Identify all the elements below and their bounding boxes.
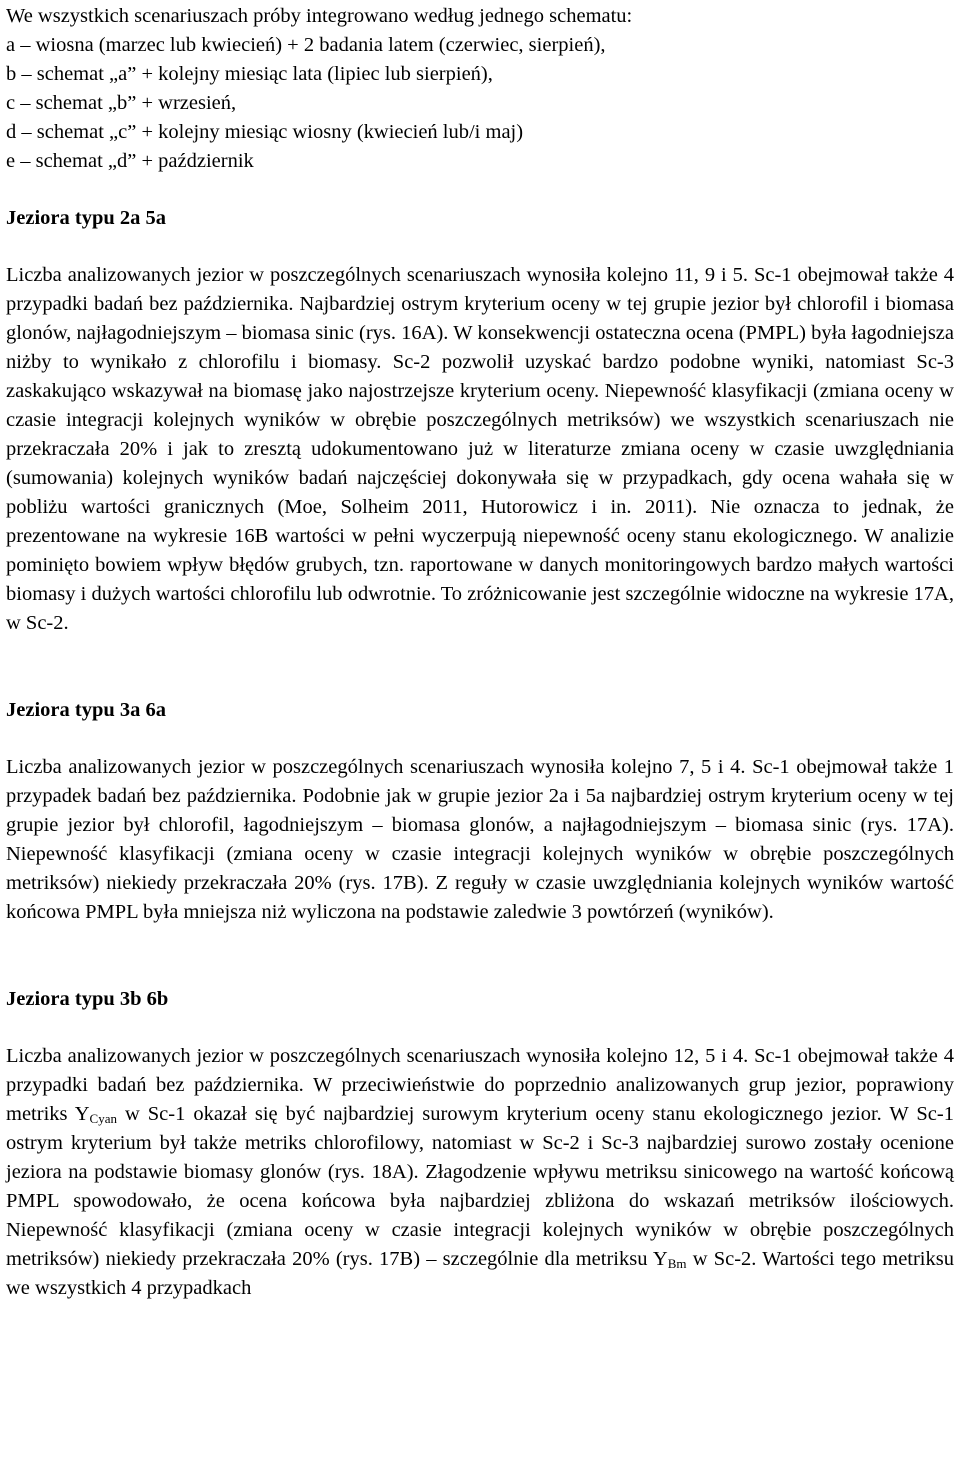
subscript-bm: Bm [667,1256,687,1271]
scheme-b: b – schemat „a” + kolejny miesiąc lata (lipiec lub sierpień), [6,63,493,85]
intro-block [6,2,954,176]
scheme-e: e – schemat „d” + październik [6,150,254,172]
scheme-c: c – schemat „b” + wrzesień, [6,92,237,114]
scheme-a: a – wiosna (marzec lub kwiecień) + 2 badania latem (czerwiec, sierpień), [6,34,606,56]
paragraph-part-2: w Sc-1 okazał się być najbardziej surowym kryterium oceny stanu ekologicznego jezior. W Sc-1 ostrym kryterium był także metriks chlorofilowy, natomiast w Sc-2 i Sc-3 najbardziej surowo zostały ocenione jeziora na podstawie biomasy glonów (rys. 18A). Złagodzenie wpływu metriksu sinicowego na wartość końcową PMPL spowodowało, że ocena końcowa była najbardziej zbliżona do wskazań metriksów ilościowych. Niepewność klasyfikacji (zmiana oceny w czasie integracji kolejnych wyników w obrębie poszczególnych metriksów) niekiedy przekraczała 20% (rys. 17B) – szczególnie dla metriksu Y [6,1103,954,1270]
paragraph-part-1: Liczba analizowanych jezior w poszczególnych scenariuszach wynosiła kolejno 12, 5 i 4. Sc-1 obejmował także 4 przypadki badań bez października. W przeciwieństwie do poprzednio analizowanych grup jezior, poprawiony metriks Y [6,1045,954,1125]
scheme-d: d – schemat „c” + kolejny miesiąc wiosny (kwiecień lub/i maj) [6,121,524,143]
paragraph-part-3: w Sc-2. Wartości tego metriksu we wszystkich 4 przypadkach [6,1248,954,1299]
section-paragraph-3b-6b [6,1042,954,1303]
section-heading-2a-5a: Jeziora typu 2a 5a [6,207,166,229]
intro-lead: We wszystkich scenariuszach próby integrowano według jednego schematu: [6,5,633,27]
section-paragraph-2a-5a: Liczba analizowanych jezior w poszczególnych scenariuszach wynosiła kolejno 11, 9 i 5. Sc-1 obejmował także 4 przypadki badań bez października. Najbardziej ostrym kryterium oceny w tej grupie jezior był chlorofil i biomasa glonów, najłagodniejszym – biomasa sinic (rys. 16A). W konsekwencji ostateczna ocena (PMPL) była łagodniejsza niżby to wynikało z chlorofilu i biomasy. Sc-2 pozwolił uzyskać bardzo podobne wyniki, natomiast Sc-3 zaskakująco wskazywał na biomasę jako najostrzejsze kryterium oceny. Niepewność klasyfikacji (zmiana oceny w czasie integracji kolejnych wyników w obrębie poszczególnych metriksów) we wszystkich scenariuszach nie przekraczała 20% i jak to zresztą udokumentowano już w literaturze zmiana oceny w czasie uwzględniania (sumowania) kolejnych wyników badań najczęściej dokonywała się w przypadkach, gdy ocena wahała się w pobliżu wartości granicznych (Moe, Solheim 2011, Hutorowicz i in. 2011). Nie oznacza to jednak, że prezentowane na wykresie 16B wartości w pełni wyczerpują niepewność oceny stanu ekologicznego. W analizie pominięto bowiem wpływ błędów grubych, tzn. raportowane w danych monitoringowych bardzo małych wartości biomasy i dużych wartości chlorofilu lub odwrotnie. To zróżnicowanie jest szczególnie widoczne na wykresie 17A, w Sc-2. [6,264,954,634]
subscript-cyan: Cyan [89,1111,117,1126]
section-heading-3a-6a: Jeziora typu 3a 6a [6,699,166,721]
section-heading-3b-6b: Jeziora typu 3b 6b [6,988,169,1010]
document-page [0,2,960,1303]
section-paragraph-3a-6a: Liczba analizowanych jezior w poszczególnych scenariuszach wynosiła kolejno 7, 5 i 4. Sc-1 obejmował także 1 przypadek badań bez października. Podobnie jak w grupie jezior 2a i 5a najbardziej ostrym kryterium oceny w tej grupie jezior był chlorofil, łagodniejszym – biomasa glonów, a najłagodniejszym – biomasa sinic (rys. 17A). Niepewność klasyfikacji (zmiana oceny w czasie integracji kolejnych wyników w obrębie poszczególnych metriksów) niekiedy przekraczała 20% (rys. 17B). Z reguły w czasie uwzględniania kolejnych wyników wartość końcowa PMPL była mniejsza niż wyliczona na podstawie zaledwie 3 powtórzeń (wyników). [6,756,954,923]
